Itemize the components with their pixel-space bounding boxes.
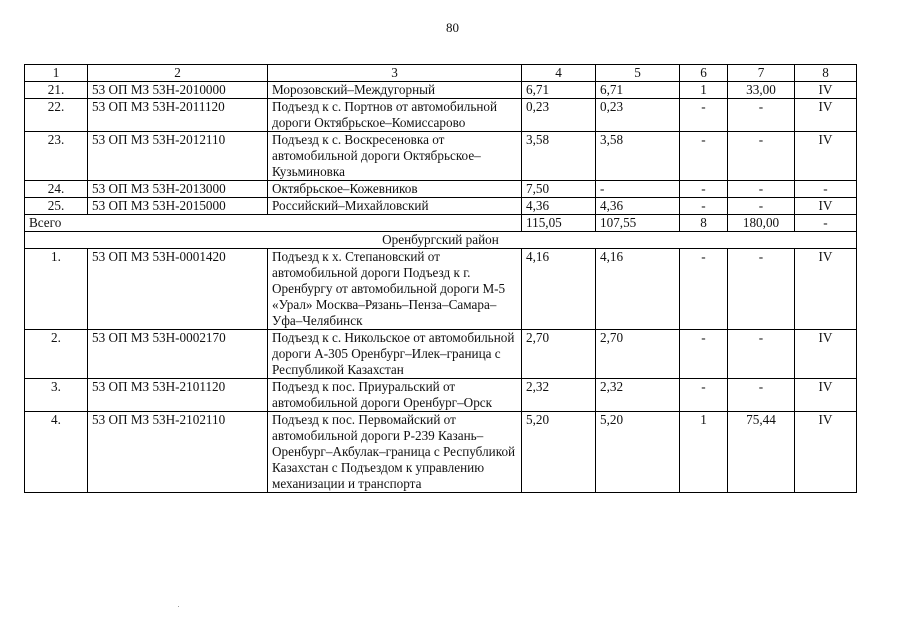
value-col6: - [680, 99, 728, 132]
value-col5: 4,16 [596, 249, 680, 330]
value-col7: - [728, 181, 795, 198]
total-label: Всего [25, 215, 522, 232]
row-number: 24. [25, 181, 88, 198]
value-col8: IV [795, 198, 857, 215]
row-number: 2. [25, 330, 88, 379]
roads-table [24, 64, 857, 493]
value-col4: 5,20 [522, 412, 596, 493]
value-col7: 33,00 [728, 82, 795, 99]
value-col8: IV [795, 379, 857, 412]
value-col8: IV [795, 82, 857, 99]
value-col6: - [680, 330, 728, 379]
road-code: 53 ОП МЗ 53Н-2102110 [88, 412, 268, 493]
value-col6: - [680, 249, 728, 330]
value-col6: - [680, 379, 728, 412]
table-row [25, 379, 857, 412]
header-cell: 6 [680, 65, 728, 82]
value-col4: 4,36 [522, 198, 596, 215]
row-number: 25. [25, 198, 88, 215]
value-col8: IV [795, 249, 857, 330]
road-name: Подъезд к пос. Приуральский от автомобильной дороги Оренбург–Орск [268, 379, 522, 412]
header-cell: 1 [25, 65, 88, 82]
value-col6: - [680, 198, 728, 215]
road-code: 53 ОП МЗ 53Н-2012110 [88, 132, 268, 181]
value-col6: - [680, 181, 728, 198]
table-row [25, 249, 857, 330]
table-row [25, 330, 857, 379]
road-code: 53 ОП МЗ 53Н-2015000 [88, 198, 268, 215]
row-number: 1. [25, 249, 88, 330]
table-row [25, 181, 857, 198]
value-col6: - [680, 132, 728, 181]
header-cell: 2 [88, 65, 268, 82]
value-col7: - [728, 330, 795, 379]
total-row [25, 215, 857, 232]
road-name: Октябрьское–Кожевников [268, 181, 522, 198]
value-col7: - [728, 132, 795, 181]
road-name: Подъезд к с. Воскресеновка от автомобильной дороги Октябрьское–Кузьминовка [268, 132, 522, 181]
road-code: 53 ОП МЗ 53Н-2013000 [88, 181, 268, 198]
value-col4: 6,71 [522, 82, 596, 99]
total-col7: 180,00 [728, 215, 795, 232]
value-col7: - [728, 379, 795, 412]
road-code: 53 ОП МЗ 53Н-2010000 [88, 82, 268, 99]
road-name: Подъезд к х. Степановский от автомобильной дороги Подъезд к г. Оренбургу от автомобильной дороги М-5 «Урал» Москва–Рязань–Пенза–Самара–Уфа–Челябинск [268, 249, 522, 330]
value-col7: 75,44 [728, 412, 795, 493]
row-number: 3. [25, 379, 88, 412]
value-col7: - [728, 99, 795, 132]
value-col6: 1 [680, 412, 728, 493]
value-col5: 6,71 [596, 82, 680, 99]
section-title: Оренбургский район [25, 232, 857, 249]
value-col8: IV [795, 412, 857, 493]
road-name: Морозовский–Междугорный [268, 82, 522, 99]
table-row [25, 412, 857, 493]
value-col5: 2,70 [596, 330, 680, 379]
row-number: 4. [25, 412, 88, 493]
table-row [25, 198, 857, 215]
value-col4: 0,23 [522, 99, 596, 132]
row-number: 23. [25, 132, 88, 181]
header-cell: 3 [268, 65, 522, 82]
value-col4: 7,50 [522, 181, 596, 198]
page-number: 80 [446, 20, 459, 35]
value-col6: 1 [680, 82, 728, 99]
value-col7: - [728, 249, 795, 330]
road-name: Подъезд к с. Портнов от автомобильной дороги Октябрьское–Комиссарово [268, 99, 522, 132]
value-col4: 3,58 [522, 132, 596, 181]
road-name: Российский–Михайловский [268, 198, 522, 215]
road-name: Подъезд к с. Никольское от автомобильной дороги А-305 Оренбург–Илек–граница с Республикой Казахстан [268, 330, 522, 379]
value-col5: 4,36 [596, 198, 680, 215]
value-col5: - [596, 181, 680, 198]
road-code: 53 ОП МЗ 53Н-0002170 [88, 330, 268, 379]
header-row [25, 65, 857, 82]
value-col5: 2,32 [596, 379, 680, 412]
value-col8: IV [795, 330, 857, 379]
total-col8: - [795, 215, 857, 232]
scan-speck [178, 606, 179, 607]
total-col5: 107,55 [596, 215, 680, 232]
total-col6: 8 [680, 215, 728, 232]
header-cell: 4 [522, 65, 596, 82]
header-cell: 7 [728, 65, 795, 82]
table-row [25, 99, 857, 132]
value-col5: 5,20 [596, 412, 680, 493]
header-cell: 8 [795, 65, 857, 82]
road-name: Подъезд к пос. Первомайский от автомобильной дороги Р-239 Казань–Оренбург–Акбулак–граница с Республикой Казахстан с Подъездом к управлению механизации и транспорта [268, 412, 522, 493]
value-col4: 2,32 [522, 379, 596, 412]
road-code: 53 ОП МЗ 53Н-0001420 [88, 249, 268, 330]
table-body [25, 65, 857, 493]
value-col5: 3,58 [596, 132, 680, 181]
table-row [25, 132, 857, 181]
road-code: 53 ОП МЗ 53Н-2101120 [88, 379, 268, 412]
value-col4: 2,70 [522, 330, 596, 379]
row-number: 21. [25, 82, 88, 99]
value-col8: - [795, 181, 857, 198]
row-number: 22. [25, 99, 88, 132]
section-row [25, 232, 857, 249]
value-col7: - [728, 198, 795, 215]
total-col4: 115,05 [522, 215, 596, 232]
header-cell: 5 [596, 65, 680, 82]
value-col8: IV [795, 99, 857, 132]
value-col4: 4,16 [522, 249, 596, 330]
table-row [25, 82, 857, 99]
value-col5: 0,23 [596, 99, 680, 132]
road-code: 53 ОП МЗ 53Н-2011120 [88, 99, 268, 132]
value-col8: IV [795, 132, 857, 181]
